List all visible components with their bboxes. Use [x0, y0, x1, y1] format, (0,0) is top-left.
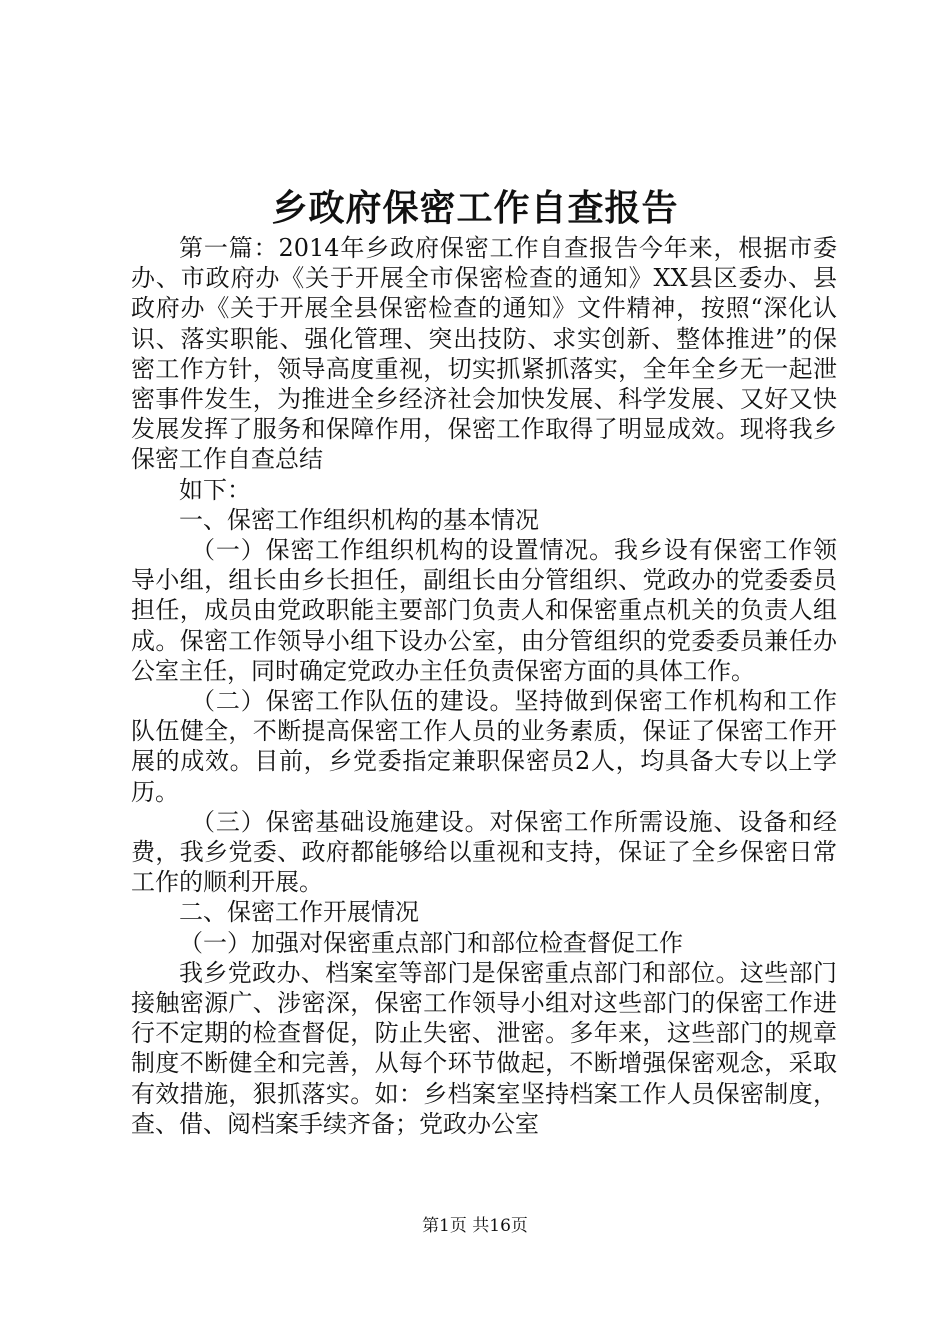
section-heading-2: 二、保密工作开展情况 [179, 898, 419, 927]
paragraph-1-1: （一）保密工作组织机构的设置情况。我乡设有保密工作领导小组，组长由乡长担任，副组长由分管组织、党政办的党委委员担任，成员由党政职能主要部门负责人和保密重点机关的负责人组成。保密工作领导小组下设办公室，由分管组织的党委委员兼任办公室主任，同时确定党政办主任负责保密方面的具体工作。 [131, 536, 837, 685]
document-title: 乡政府保密工作自查报告 [271, 187, 679, 229]
subsection-heading-2-1: （一）加强对保密重点部门和部位检查督促工作 [179, 928, 683, 957]
paragraph-1-3: （三）保密基础设施建设。对保密工作所需设施、设备和经费，我乡党委、政府都能够给以重视和支持，保证了全乡保密日常工作的顺利开展。 [131, 807, 837, 897]
document-body [131, 233, 837, 1139]
paragraph-2-1: 我乡党政办、档案室等部门是保密重点部门和部位。这些部门接触密源广、涉密深，保密工作领导小组对这些部门的保密工作进行不定期的检查督促，防止失密、泄密。多年来，这些部门的规章制度不断健全和完善，从每个环节做起，不断增强保密观念，采取有效措施，狠抓落实。如：乡档案室坚持档案工作人员保密制度，查、借、阅档案手续齐备；党政办公室 [131, 958, 837, 1138]
page-footer: 第1页 共16页 [422, 1216, 528, 1236]
paragraph-1-2: （二）保密工作队伍的建设。坚持做到保密工作机构和工作队伍健全，不断提高保密工作人员的业务素质，保证了保密工作开展的成效。目前，乡党委指定兼职保密员2人，均具备大专以上学历。 [131, 687, 837, 806]
section-heading-1: 一、保密工作组织机构的基本情况 [179, 505, 539, 534]
paragraph-intro: 第一篇：2014年乡政府保密工作自查报告今年来，根据市委办、市政府办《关于开展全市保密检查的通知》XX县区委办、县政府办《关于开展全县保密检查的通知》文件精神，按照“深化认识、落实职能、强化管理、突出技防、求实创新、整体推进”的保密工作方针，领导高度重视，切实抓紧抓落实，全年全乡无一起泄密事件发生，为推进全乡经济社会加快发展、科学发展、又好又快发展发挥了服务和保障作用，保密工作取得了明显成效。现将我乡保密工作自查总结 [131, 234, 837, 474]
paragraph-intro-end: 如下： [179, 475, 251, 504]
